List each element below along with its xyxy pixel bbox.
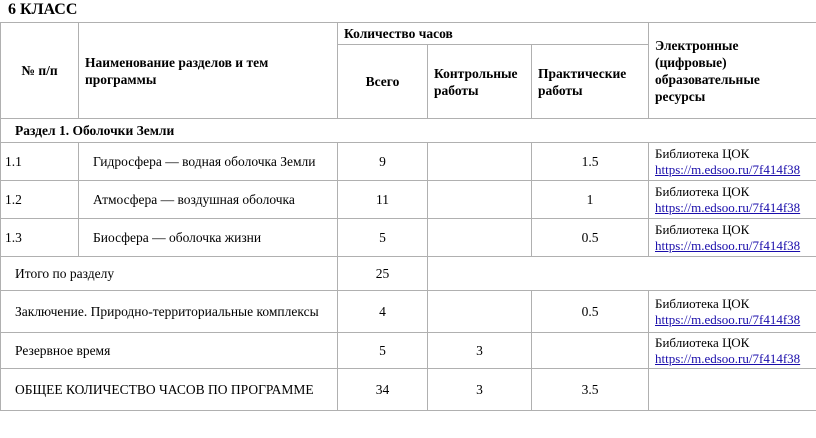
row-control xyxy=(428,181,532,219)
header-total: Всего xyxy=(338,45,428,119)
resource-label: Библиотека ЦОК xyxy=(655,221,750,237)
grand-total-practical: 3.5 xyxy=(532,369,649,411)
row-name: Атмосфера — воздушная оболочка xyxy=(79,181,338,219)
row-total: 9 xyxy=(338,143,428,181)
row-control xyxy=(428,219,532,257)
reserve-row xyxy=(1,333,816,369)
row-number: 1.1 xyxy=(1,143,79,181)
header-section-name: Наименование разделов и тем программы xyxy=(79,23,338,119)
conclusion-row xyxy=(1,291,816,333)
grand-total-row xyxy=(1,369,816,411)
row-practical: 0.5 xyxy=(532,219,649,257)
resource-link[interactable]: https://m.edsoo.ru/7f414f38 xyxy=(655,350,801,366)
reserve-resource xyxy=(649,333,816,369)
row-name: Биосфера — оболочка жизни xyxy=(79,219,338,257)
class-heading: 6 КЛАСС xyxy=(8,1,78,18)
header-hours: Количество часов xyxy=(338,23,649,45)
resource-label: Библиотека ЦОК xyxy=(655,183,750,199)
resource-link[interactable]: https://m.edsoo.ru/7f414f38 xyxy=(655,199,801,215)
subtotal-empty xyxy=(428,257,816,291)
conclusion-name: Заключение. Природно-территориальные комплексы xyxy=(1,291,338,333)
conclusion-control xyxy=(428,291,532,333)
row-control xyxy=(428,143,532,181)
resource-link[interactable]: https://m.edsoo.ru/7f414f38 xyxy=(655,237,801,253)
conclusion-total: 4 xyxy=(338,291,428,333)
reserve-practical xyxy=(532,333,649,369)
resource-label: Библиотека ЦОК xyxy=(655,334,750,350)
row-total: 5 xyxy=(338,219,428,257)
subtotal-label: Итого по разделу xyxy=(1,257,338,291)
resource-label: Библиотека ЦОК xyxy=(655,145,750,161)
row-number: 1.2 xyxy=(1,181,79,219)
resource-link[interactable]: https://m.edsoo.ru/7f414f38 xyxy=(655,311,801,327)
table-row xyxy=(1,143,816,181)
row-practical: 1.5 xyxy=(532,143,649,181)
grand-total-control: 3 xyxy=(428,369,532,411)
grand-total-name: ОБЩЕЕ КОЛИЧЕСТВО ЧАСОВ ПО ПРОГРАММЕ xyxy=(1,369,338,411)
header-control-works: Контрольные работы xyxy=(428,45,532,119)
subtotal-total: 25 xyxy=(338,257,428,291)
row-resource xyxy=(649,219,816,257)
header-number: № п/п xyxy=(1,23,79,119)
conclusion-practical: 0.5 xyxy=(532,291,649,333)
subtotal-row xyxy=(1,257,816,291)
row-resource xyxy=(649,143,816,181)
row-name: Гидросфера — водная оболочка Земли xyxy=(79,143,338,181)
curriculum-table xyxy=(0,22,816,411)
resource-link[interactable]: https://m.edsoo.ru/7f414f38 xyxy=(655,161,801,177)
reserve-name: Резервное время xyxy=(1,333,338,369)
conclusion-resource xyxy=(649,291,816,333)
grand-total-total: 34 xyxy=(338,369,428,411)
row-resource xyxy=(649,181,816,219)
row-total: 11 xyxy=(338,181,428,219)
row-number: 1.3 xyxy=(1,219,79,257)
header-resources: Электронные (цифровые) образовательные ресурсы xyxy=(649,23,816,119)
header-practical-works: Практические работы xyxy=(532,45,649,119)
reserve-total: 5 xyxy=(338,333,428,369)
table-row xyxy=(1,181,816,219)
row-practical: 1 xyxy=(532,181,649,219)
section-title: Раздел 1. Оболочки Земли xyxy=(1,119,816,143)
grand-total-empty xyxy=(649,369,816,411)
resource-label: Библиотека ЦОК xyxy=(655,295,750,311)
reserve-control: 3 xyxy=(428,333,532,369)
table-row xyxy=(1,219,816,257)
